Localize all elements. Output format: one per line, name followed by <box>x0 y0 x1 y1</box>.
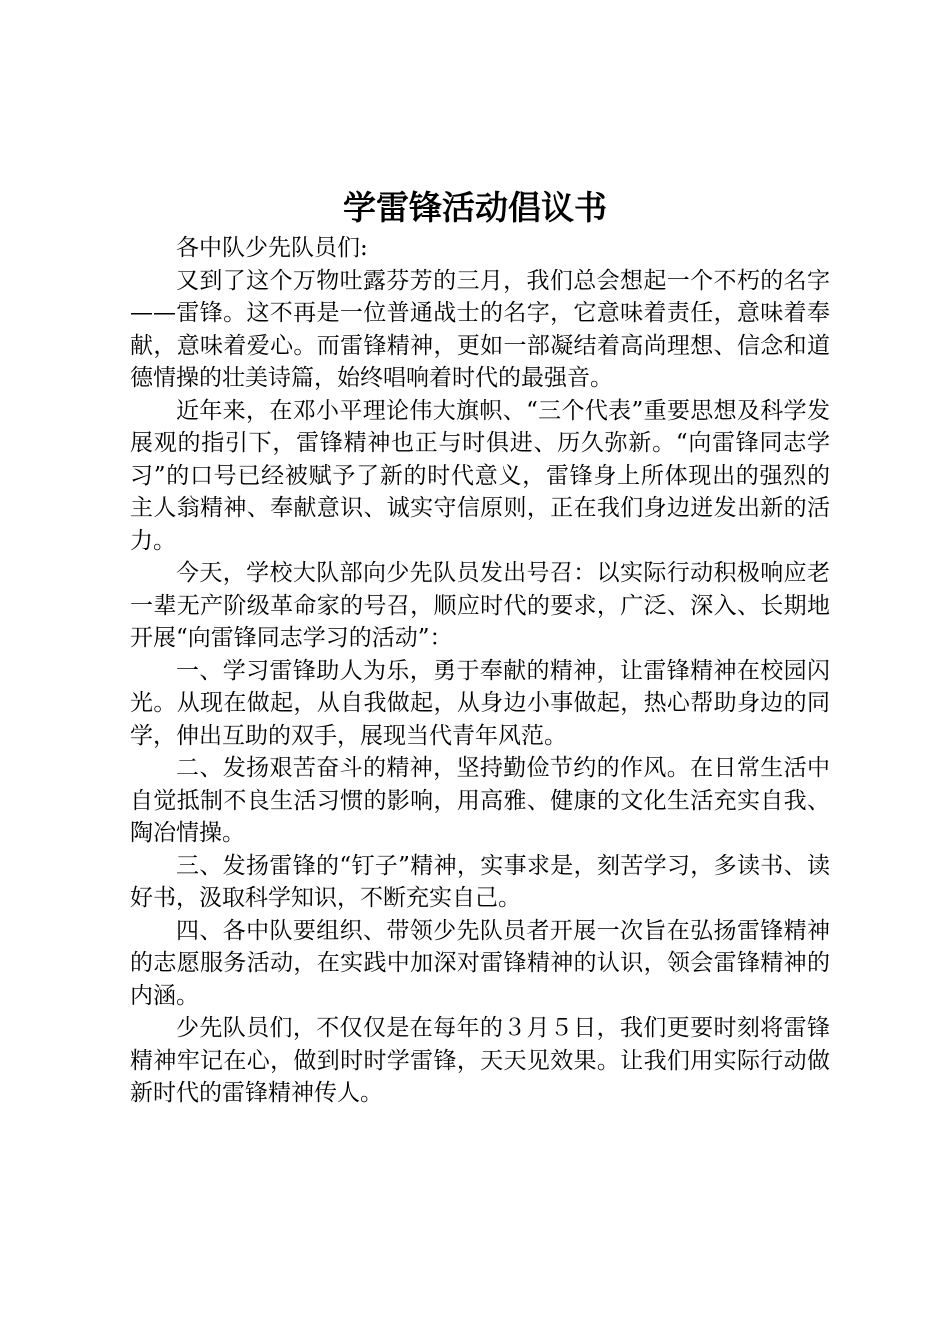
paragraph-closing: 少先队员们，不仅仅是在每年的３月５日，我们更要时刻将雷锋精神牢记在心，做到时时学雷锋，天天见效果。让我们用实际行动做新时代的雷锋精神传人。 <box>130 1015 830 1106</box>
paragraph-background: 近年来，在邓小平理论伟大旗帜、“三个代表”重要思想及科学发展观的指引下，雷锋精神也正与时俱进、历久弥新。“向雷锋同志学习”的口号已经被赋予了新的时代意义，雷锋身上所体现出的强烈的主人翁精神、奉献意识、诚实守信原则，正在我们身边迸发出新的活力。 <box>130 397 830 554</box>
salutation: 各中队少先队员们: <box>176 235 368 261</box>
document-body <box>130 232 830 1110</box>
paragraph-item-3: 三、发扬雷锋的“钉子”精神，实事求是，刻苦学习，多读书、读好书，汲取科学知识，不断充实自己。 <box>130 852 830 911</box>
paragraph-item-2: 二、发扬艰苦奋斗的精神，坚持勤俭节约的作风。在日常生活中自觉抵制不良生活习惯的影响，用高雅、健康的文化生活充实自我、陶冶情操。 <box>130 755 830 846</box>
paragraph-call: 今天，学校大队部向少先队员发出号召：以实际行动积极响应老一辈无产阶级革命家的号召，顺应时代的要求，广泛、深入、长期地开展“向雷锋同志学习的活动”： <box>130 560 830 651</box>
paragraph-item-1: 一、学习雷锋助人为乐，勇于奉献的精神，让雷锋精神在校园闪光。从现在做起，从自我做起，从身边小事做起，热心帮助身边的同学，伸出互助的双手，展现当代青年风范。 <box>130 657 830 749</box>
paragraph-item-4: 四、各中队要组织、带领少先队员者开展一次旨在弘扬雷锋精神的志愿服务活动，在实践中加深对雷锋精神的认识，领会雷锋精神的内涵。 <box>130 917 830 1009</box>
paragraph-intro: 又到了这个万物吐露芬芳的三月，我们总会想起一个不朽的名字——雷锋。这不再是一位普通战士的名字，它意味着责任，意味着奉献，意味着爱心。而雷锋精神，更如一部凝结着高尚理想、信念和道德情操的壮美诗篇，始终唱响着时代的最强音。 <box>130 267 830 391</box>
document-title: 学雷锋活动倡议书 <box>343 188 607 227</box>
